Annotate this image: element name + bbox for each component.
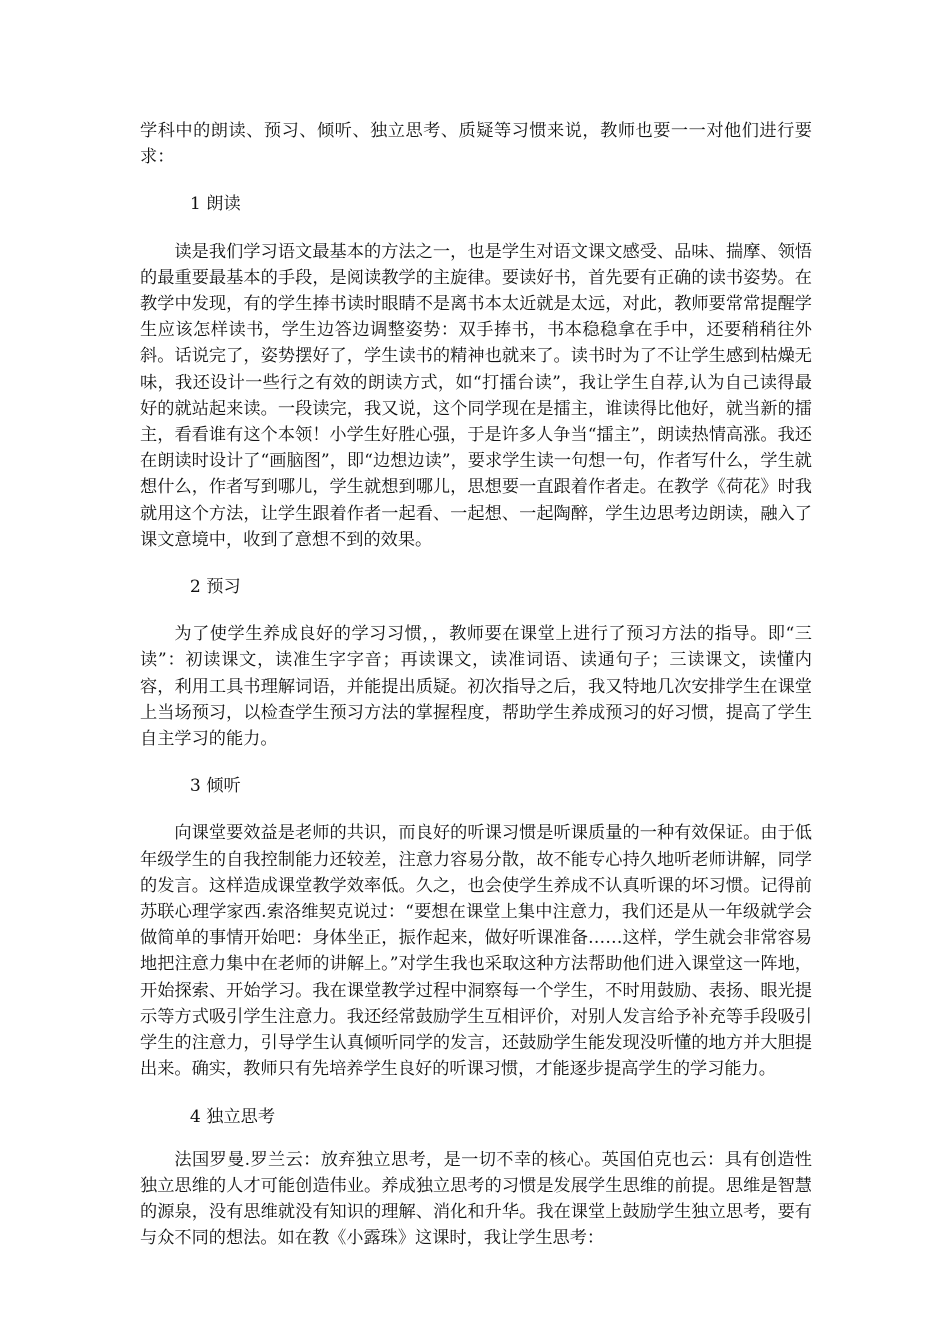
- section-heading-preview: 2 预习: [189, 577, 241, 598]
- section-heading-listening: 3 倾听: [189, 776, 241, 797]
- document-page: [140, 118, 812, 1252]
- section-body-reading-aloud: 读是我们学习语文最基本的方法之一，也是学生对语文课文感受、品味、揣摩、领悟的最重要最基本的手段，是阅读教学的主旋律。要读好书，首先要有正确的读书姿势。在教学中发现，有的学生捧书读时眼睛不是离书本太近就是太远，对此，教师要常常提醒学生应该怎样读书，学生边答边调整姿势：双手捧书，书本稳稳拿在手中，还要稍稍往外斜。话说完了，姿势摆好了，学生读书的精神也就来了。读书时为了不让学生感到枯燥无味，我还设计一些行之有效的朗读方式，如“打擂台读”，我让学生自荐,认为自己读得最好的就站起来读。一段读完，我又说，这个同学现在是擂主，谁读得比他好，就当新的擂主，看看谁有这个本领！小学生好胜心强，于是许多人争当“擂主”，朗读热情高涨。我还在朗读时设计了“画脑图”，即“边想边读”，要求学生读一句想一句，作者写什么，学生就想什么，作者写到哪儿，学生就想到哪儿，思想要一直跟着作者走。在教学《荷花》时我就用这个方法，让学生跟着作者一起看、一起想、一起陶醉，学生边思考边朗读，融入了课文意境中，收到了意想不到的效果。: [140, 241, 812, 550]
- section-body-preview: 为了使学生养成良好的学习习惯，，教师要在课堂上进行了预习方法的指导。即“三读”：初读课文，读准生字字音；再读课文，读准词语、读通句子；三读课文，读懂内容，利用工具书理解词语，并能提出质疑。初次指导之后，我又特地几次安排学生在课堂上当场预习，以检查学生预习方法的掌握程度，帮助学生养成预习的好习惯，提高了学生自主学习的能力。: [140, 624, 812, 750]
- section-heading-reading-aloud: 1 朗读: [189, 194, 241, 215]
- section-heading-independent-thinking: 4 独立思考: [189, 1106, 276, 1127]
- section-body-independent-thinking: 法国罗曼.罗兰云：放弃独立思考，是一切不幸的核心。英国伯克也云：具有创造性独立思维的人才可能创造伟业。养成独立思考的习惯是发展学生思维的前提。思维是智慧的源泉，没有思维就没有知识的理解、消化和升华。我在课堂上鼓励学生独立思考，要有与众不同的想法。如在教《小露珠》这课时，我让学生思考：: [140, 1149, 812, 1249]
- section-body-listening: 向课堂要效益是老师的共识，而良好的听课习惯是听课质量的一种有效保证。由于低年级学生的自我控制能力还较差，注意力容易分散，故不能专心持久地听老师讲解，同学的发言。这样造成课堂教学效率低。久之，也会使学生养成不认真听课的坏习惯。记得前苏联心理学家西.索洛维契克说过：“要想在课堂上集中注意力，我们还是从一年级就学会做简单的事情开始吧：身体坐正，振作起来，做好听课准备……这样，学生就会非常容易地把注意力集中在老师的讲解上。”对学生我也采取这种方法帮助他们进入课堂这一阵地，开始探索、开始学习。我在课堂教学过程中洞察每一个学生，不时用鼓励、表扬、眼光提示等方式吸引学生注意力。我还经常鼓励学生互相评价，对别人发言给予补充等手段吸引学生的注意力，引导学生认真倾听同学的发言，还鼓励学生能发现没听懂的地方并大胆提出来。确实，教师只有先培养学生良好的听课习惯，才能逐步提高学生的学习能力。: [140, 823, 812, 1080]
- intro-paragraph: 学科中的朗读、预习、倾听、独立思考、质疑等习惯来说，教师也要一一对他们进行要求：: [140, 121, 812, 168]
